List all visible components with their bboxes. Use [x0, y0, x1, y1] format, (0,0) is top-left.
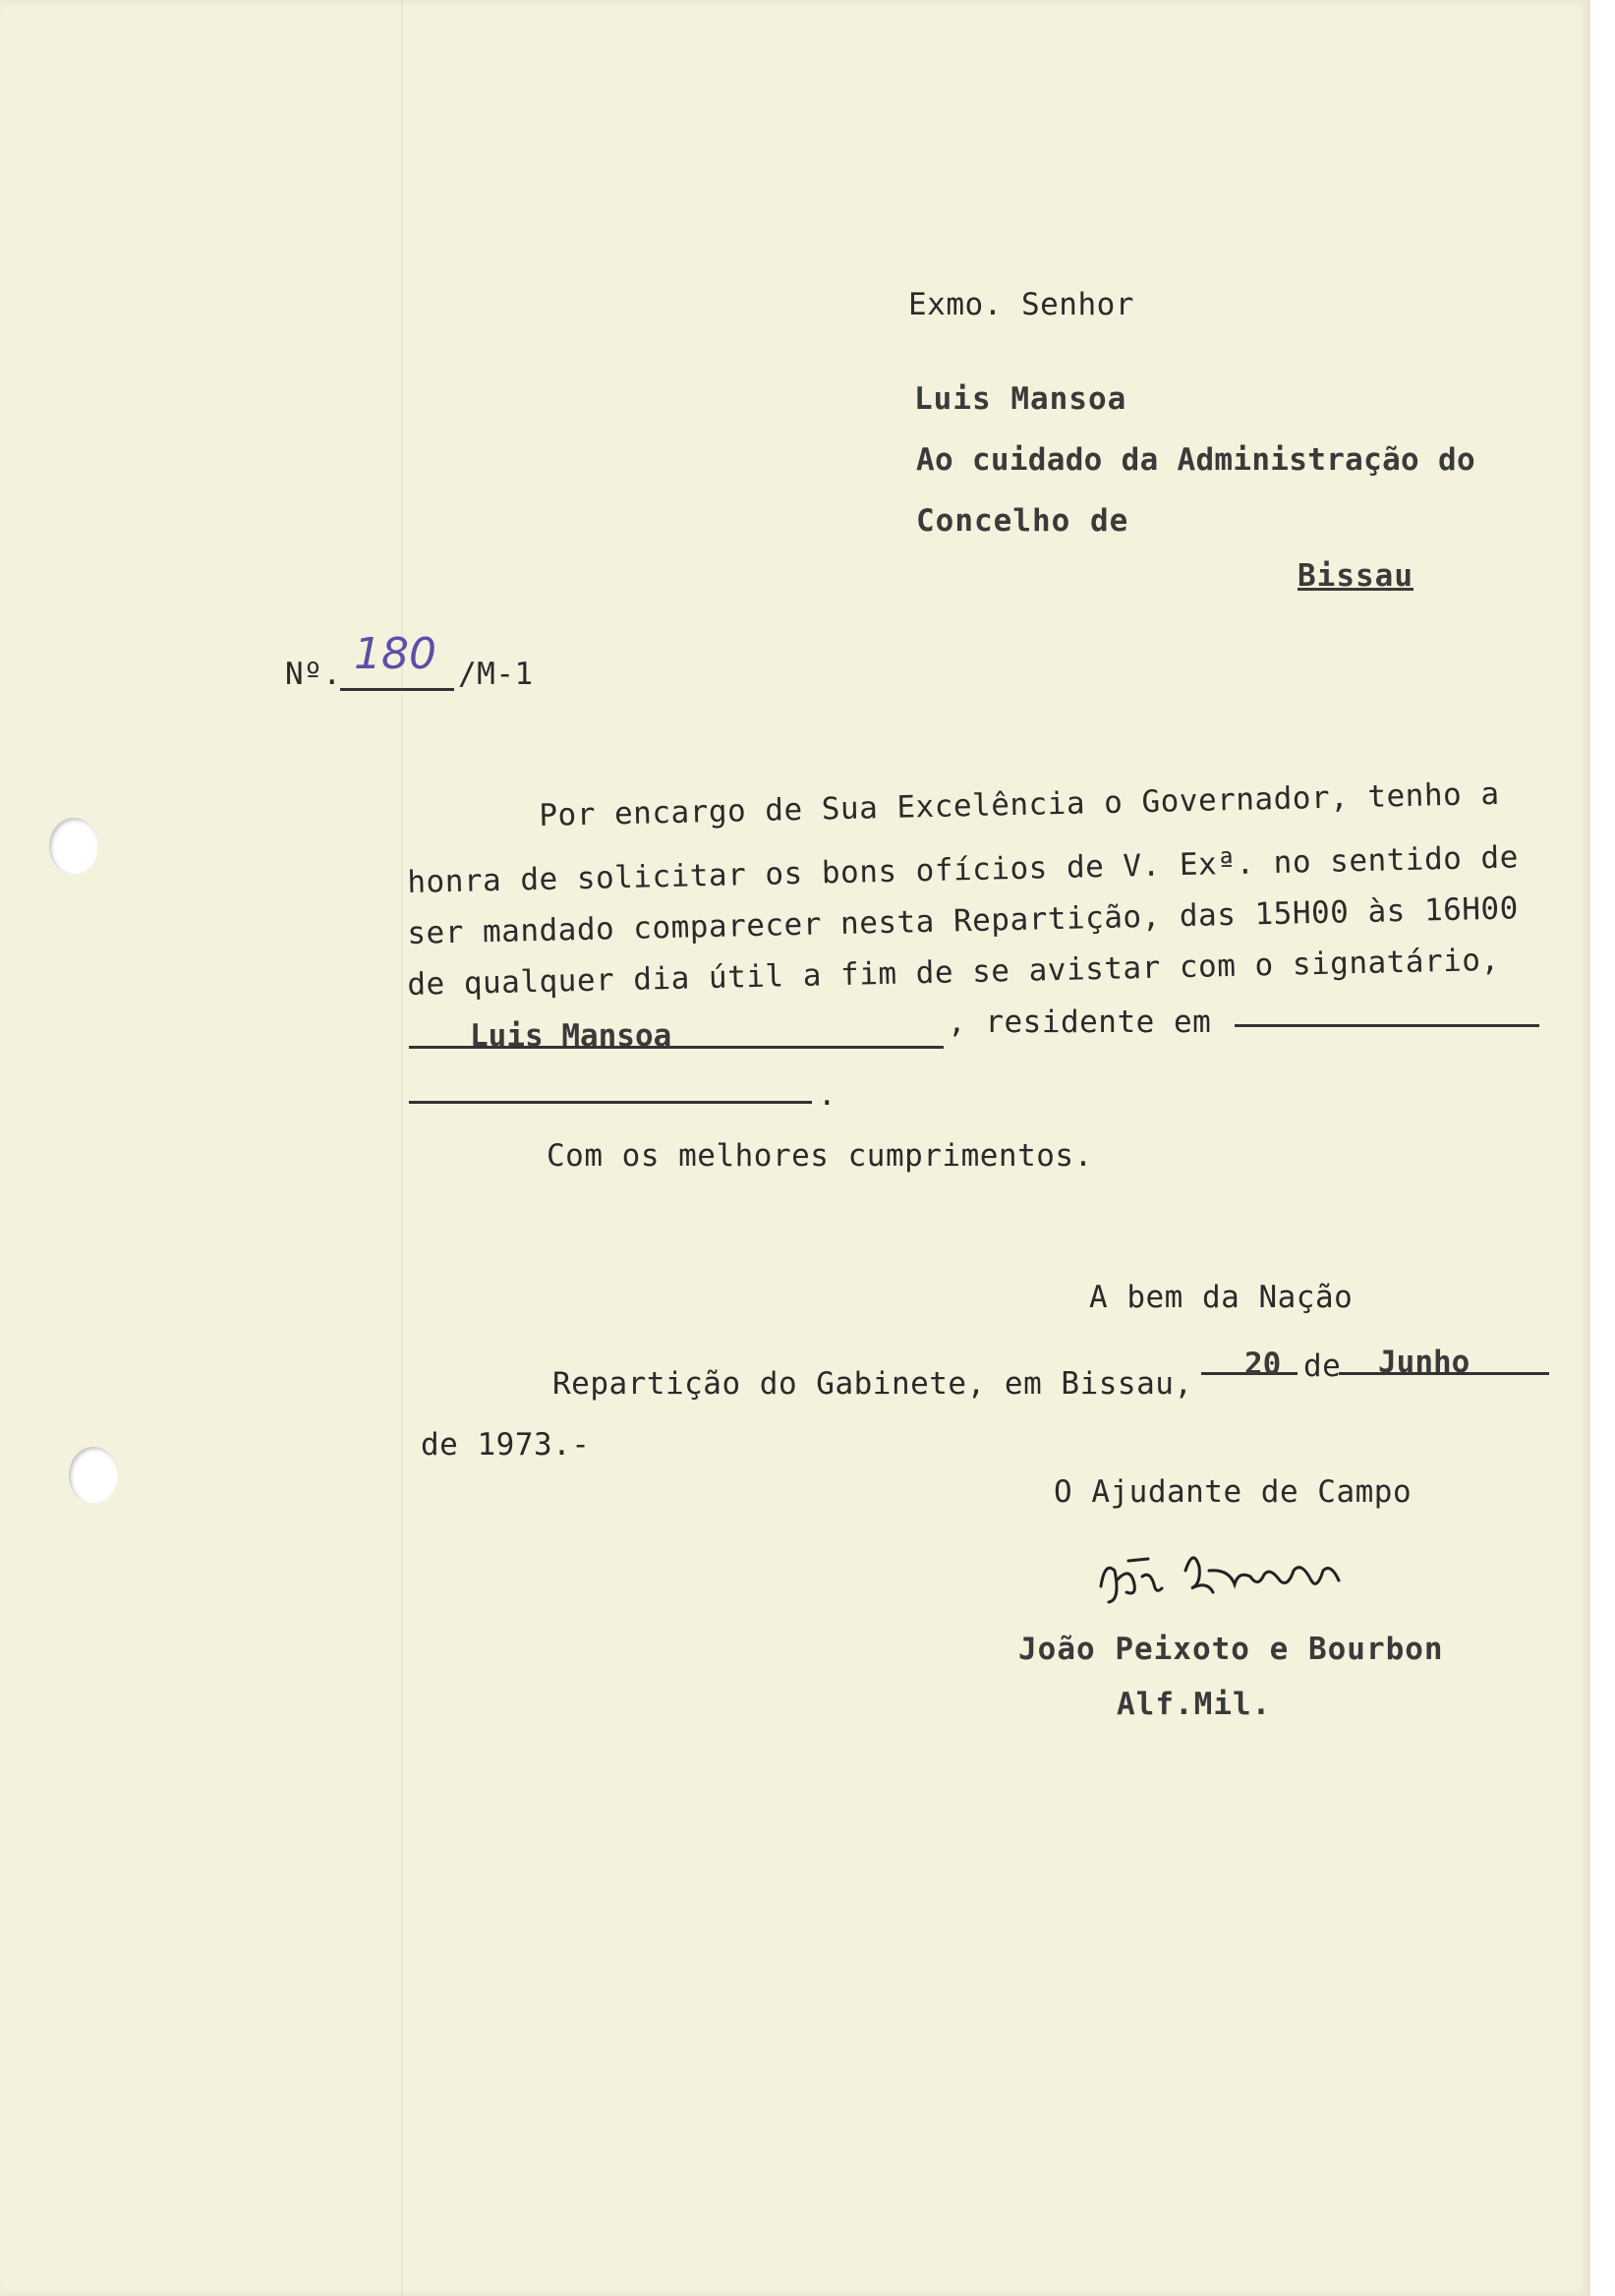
reference-line [340, 688, 454, 691]
person-name: Luis Mansoa [470, 1018, 672, 1054]
handwritten-signature [1091, 1541, 1366, 1620]
reference-number: 180 [354, 629, 436, 679]
residence-line-2 [409, 1101, 812, 1104]
body-line-4: de qualquer dia útil a fim de se avistar com o signatário, [407, 942, 1501, 1003]
residence-line [1235, 1024, 1539, 1027]
month: Junho [1378, 1345, 1471, 1380]
recipient-care-line-2: Concelho de [916, 503, 1129, 539]
body-line-1: Por encargo de Sua Excelência o Governador, tenho a [539, 775, 1500, 833]
day: 20 [1244, 1347, 1282, 1382]
reference-suffix: /M-1 [458, 657, 534, 692]
signer-rank: Alf.Mil. [1117, 1687, 1272, 1722]
residente-label: , residente em [948, 1004, 1212, 1040]
body-line-2: honra de solicitar os bons ofícios de V. Exª. no sentido de [407, 839, 1520, 900]
salutation: Exmo. Senhor [908, 287, 1134, 322]
reference-prefix: Nº. [285, 657, 342, 692]
year-line: de 1973.- [421, 1427, 591, 1463]
punch-hole-bottom [69, 1447, 118, 1504]
motto: A bem da Nação [1089, 1280, 1354, 1315]
body-line-3: ser mandado comparecer nesta Repartição, das 15H00 às 16H00 [407, 890, 1520, 951]
place-date-prefix: Repartição do Gabinete, em Bissau, [552, 1366, 1193, 1402]
de-label: de [1303, 1349, 1342, 1384]
closing-greeting: Com os melhores cumprimentos. [547, 1138, 1093, 1174]
signer-role: O Ajudante de Campo [1054, 1474, 1413, 1510]
period-mark: . [818, 1077, 837, 1113]
punch-hole-top [49, 818, 98, 875]
page-edge [1590, 0, 1615, 2296]
recipient-care-line-1: Ao cuidado da Administração do [916, 442, 1475, 478]
recipient-city: Bissau [1298, 558, 1413, 594]
recipient-name: Luis Mansoa [914, 381, 1127, 417]
signer-name: João Peixoto e Bourbon [1018, 1632, 1444, 1667]
